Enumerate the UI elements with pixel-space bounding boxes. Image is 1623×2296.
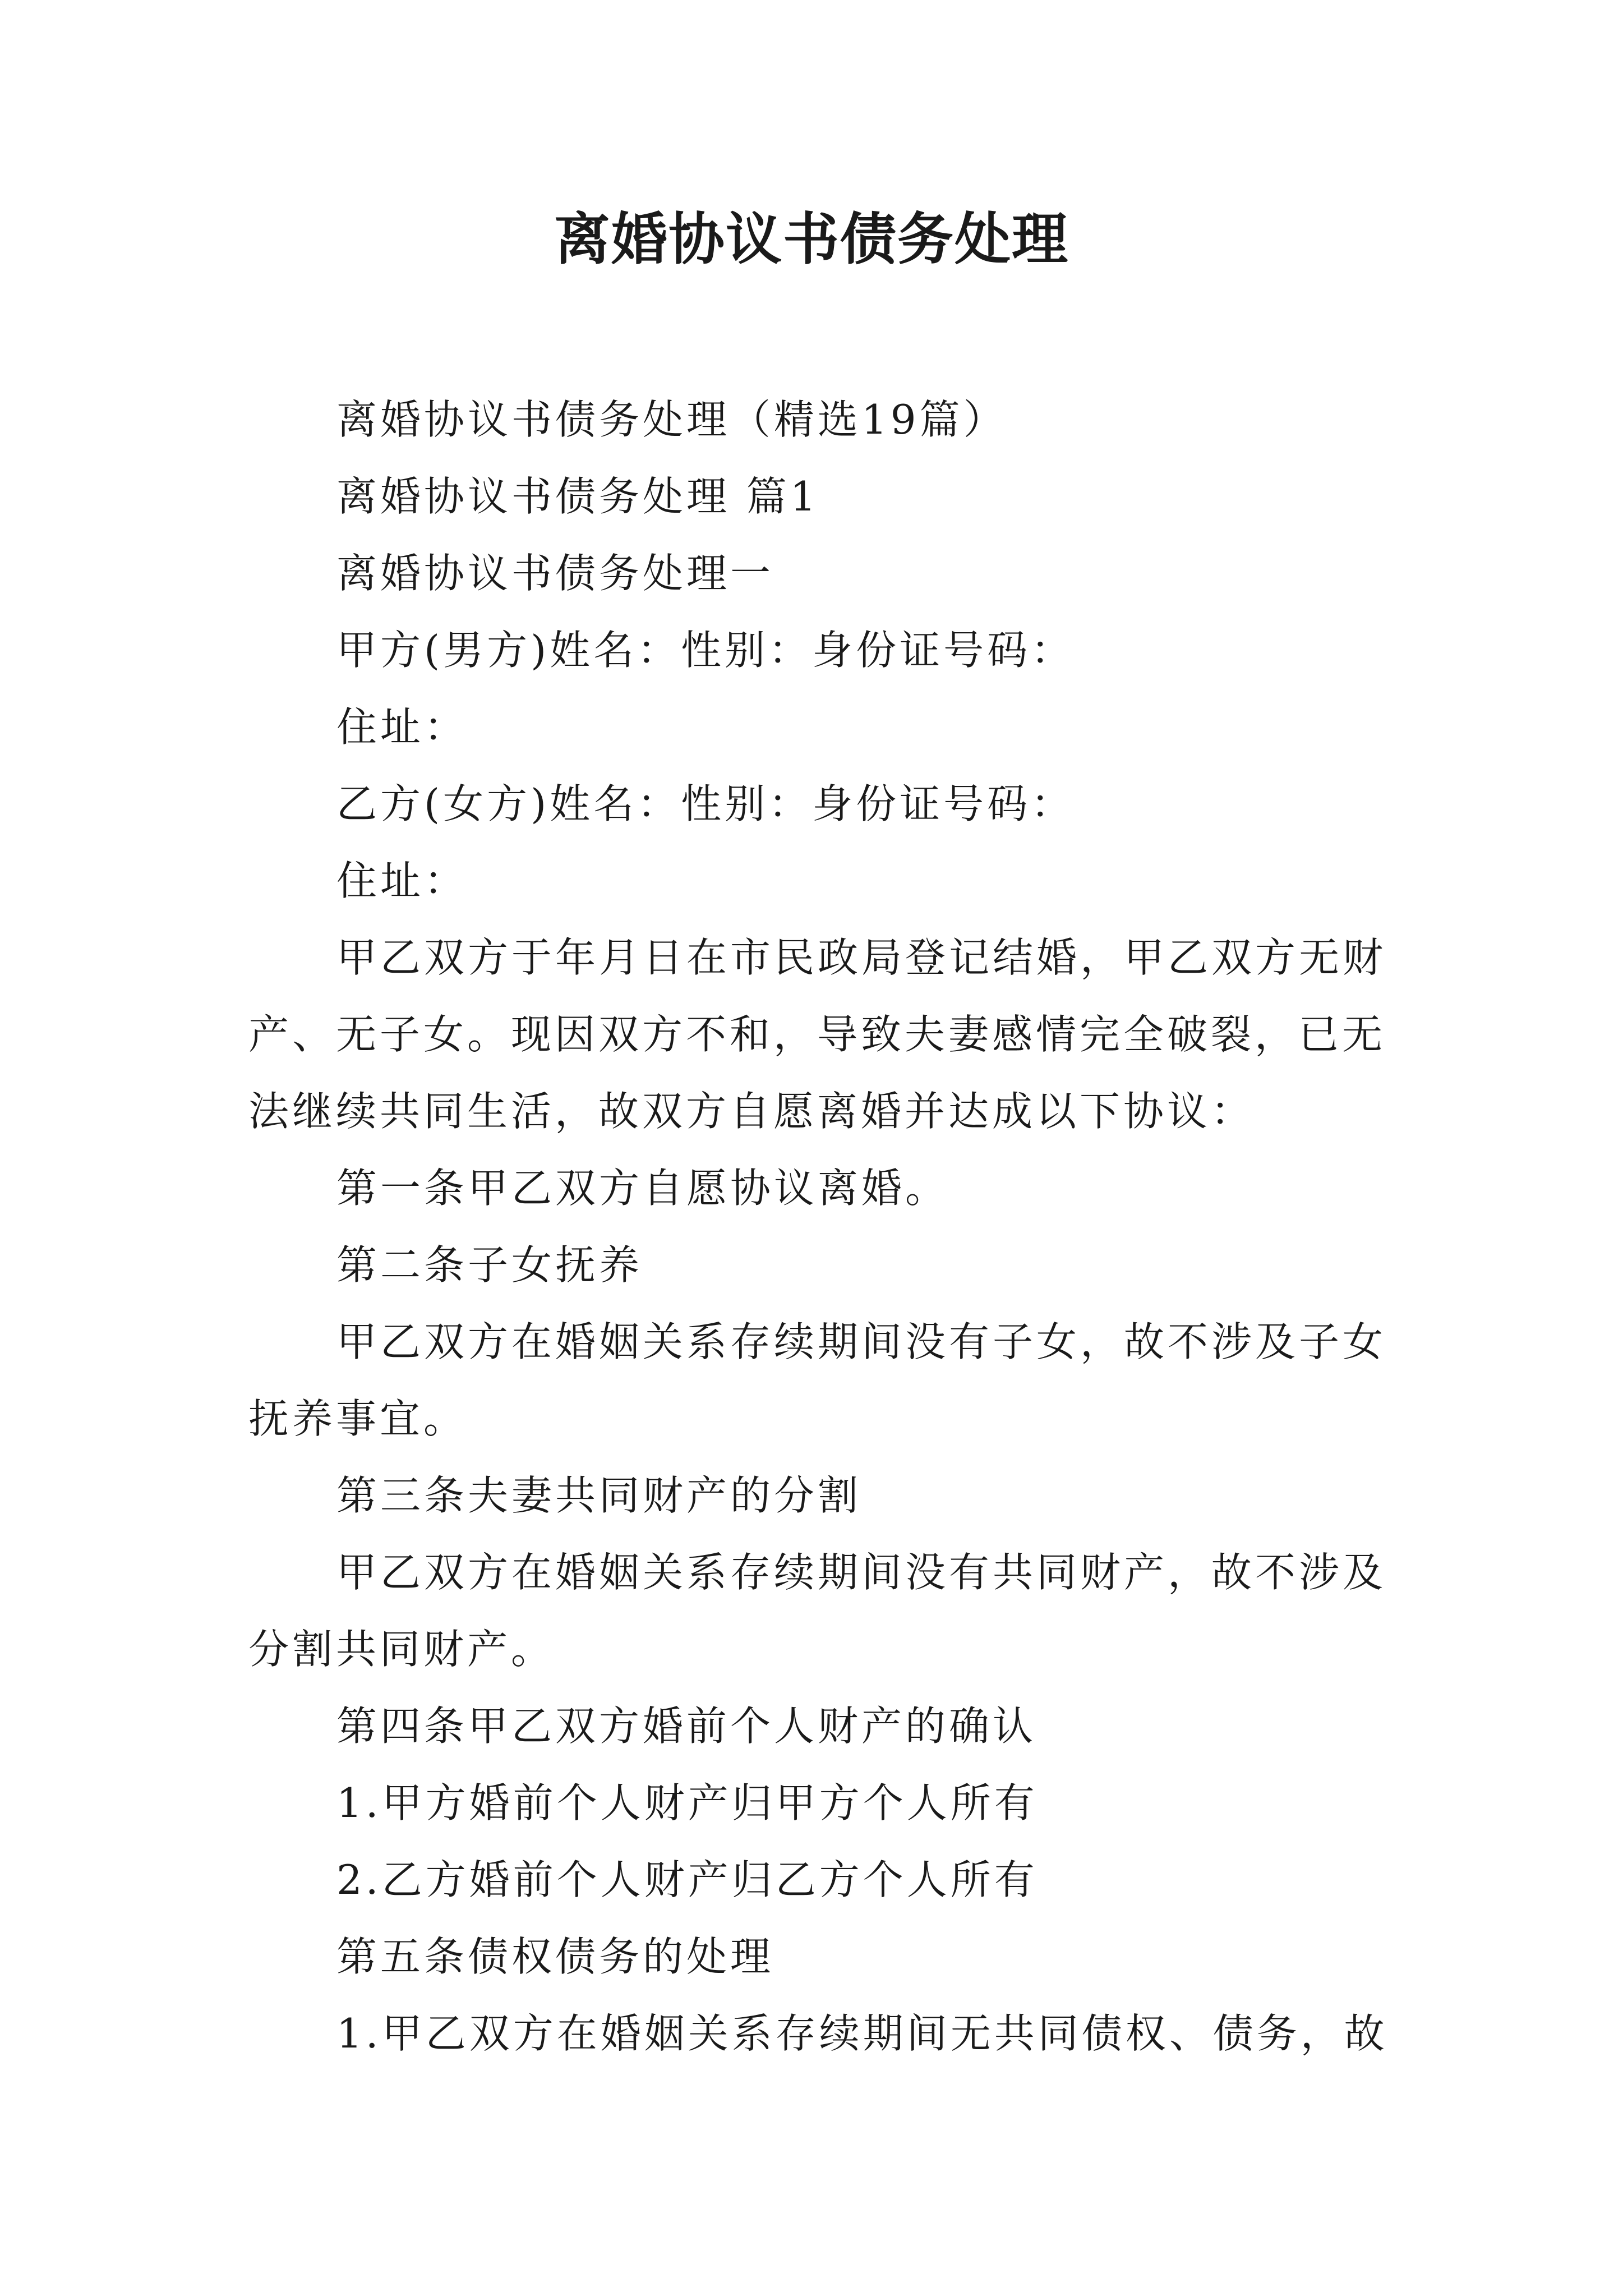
body-line: 抚养事宜。 (248, 1395, 468, 1442)
body-line: 法继续共同生活，故双方自愿离婚并达成以下协议： (248, 1088, 1255, 1135)
body-line: 1.甲乙双方在婚姻关系存续期间无共同债权、债务，故 (336, 2010, 1388, 2057)
body-line: 第一条甲乙双方自愿协议离婚。 (336, 1165, 949, 1212)
body-line: 2.乙方婚前个人财产归乙方个人所有 (336, 1856, 1038, 1903)
body-line: 离婚协议书债务处理一 (336, 550, 774, 597)
body-line: 甲方(男方)姓名：性别：身份证号码： (336, 627, 1075, 674)
document-title: 离婚协议书债务处理 (554, 206, 1069, 272)
body-line: 第四条甲乙双方婚前个人财产的确认 (336, 1703, 1037, 1750)
body-line: 第三条夫妻共同财产的分割 (336, 1472, 862, 1519)
body-line: 离婚协议书债务处理（精选19篇） (336, 396, 1007, 443)
body-line: 甲乙双方在婚姻关系存续期间没有共同财产，故不涉及 (336, 1549, 1387, 1596)
body-line: 1.甲方婚前个人财产归甲方个人所有 (336, 1779, 1038, 1826)
body-line: 分割共同财产。 (248, 1626, 555, 1673)
body-line: 第五条债权债务的处理 (336, 1933, 774, 1980)
body-line: 住址： (336, 703, 468, 751)
body-line: 甲乙双方在婚姻关系存续期间没有子女，故不涉及子女 (336, 1318, 1387, 1365)
body-line: 第二条子女抚养 (336, 1241, 643, 1289)
document-body (248, 381, 1388, 2072)
body-line: 甲乙双方于年月日在市民政局登记结婚，甲乙双方无财 (336, 934, 1387, 981)
body-line: 住址： (336, 857, 468, 904)
body-line: 乙方(女方)姓名：性别：身份证号码： (336, 780, 1075, 827)
body-line: 产、无子女。现因双方不和，导致夫妻感情完全破裂，已无 (248, 1011, 1386, 1058)
body-line: 离婚协议书债务处理 篇1 (336, 473, 819, 520)
